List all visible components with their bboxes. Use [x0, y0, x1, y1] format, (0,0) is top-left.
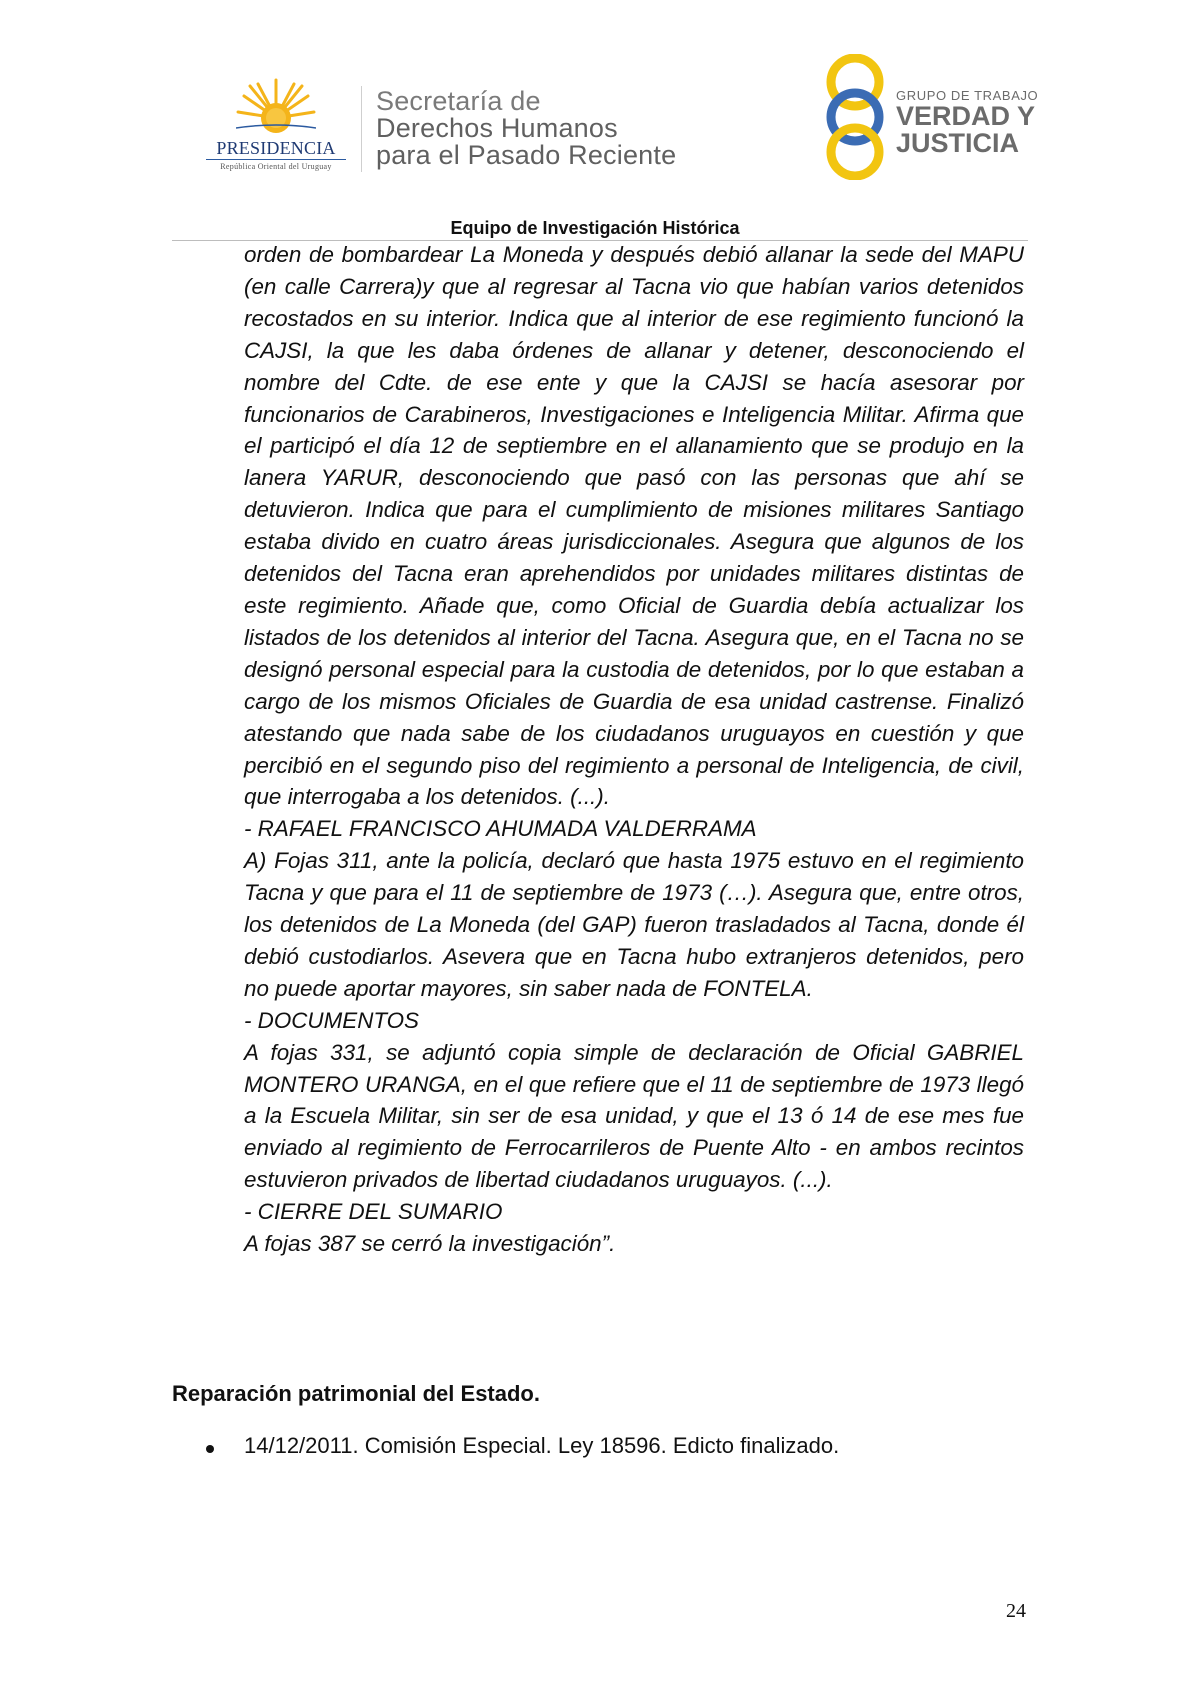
gvj-line-2: VERDAD Y: [896, 101, 1036, 131]
linked-rings-icon: [820, 54, 890, 180]
secretaria-line-2: Derechos Humanos: [376, 113, 618, 143]
presidencia-subtitle: República Oriental del Uruguay: [220, 162, 332, 171]
secretaria-title: [376, 88, 716, 169]
secretaria-line-3: para el Pasado Reciente: [376, 140, 677, 170]
gvj-line-3: JUSTICIA: [896, 128, 1020, 158]
team-heading: Equipo de Investigación Histórica: [450, 218, 740, 238]
paragraph-cierre: A fojas 387 se cerró la investigación”.: [244, 1231, 616, 1257]
gvj-line-1: GRUPO DE TRABAJO: [896, 88, 1039, 103]
paragraph-testimony: orden de bombardear La Moneda y después debió allanar la sede del MAPU (en calle Carrera)y que al regresar al Tacna vio que habían varios detenidos recostados en su interior. Indica que al interior de ese regimiento funcionó la CAJSI, la que les daba órdenes de allanar y detener, desconociendo el nombre del Cdte. de ese ente y que la CAJSI se hacía asesorar por funcionarios de Carabineros, Investigaciones e Inteligencia Militar. Afirma que el participó el día 12 de septiembre en el allanamiento que se produjo en la lanera YARUR, desconociendo que pasó con las personas que ahí se detuvieron. Indica que para el cumplimiento de misiones militares Santiago estaba divido en cuatro áreas jurisdiccionales. Asegura que algunos de los detenidos del Tacna eran aprehendidos por unidades militares distintas de este regimiento. Añade que, como Oficial de Guardia debía actualizar los listados de los detenidos al interior del Tacna. Asegura que, en el Tacna no se designó personal especial para la custodia de detenidos, por lo que estaban a cargo de los mismos Oficiales de Guardia de esa unidad castrense. Finalizó atestando que nada sabe de los ciudadanos uruguayos en cuestión y que percibió en el segundo piso del regimiento a personal de Inteligencia, de civil, que interrogaba a los detenidos. (...).: [244, 242, 1024, 810]
list-item-text: 14/12/2011. Comisión Especial. Ley 18596. Edicto finalizado.: [244, 1433, 840, 1458]
page-header: [0, 0, 1190, 238]
paragraph-heading-cierre: - CIERRE DEL SUMARIO: [244, 1199, 503, 1225]
document-body: [244, 239, 1024, 1260]
presidencia-logo: [196, 78, 356, 178]
page-number: 24: [1006, 1600, 1026, 1622]
paragraph-heading-documentos: - DOCUMENTOS: [244, 1007, 419, 1033]
presidencia-divider: [206, 159, 346, 160]
secretaria-line-1: Secretaría de: [376, 86, 541, 116]
presidencia-name: PRESIDENCIA: [216, 138, 336, 158]
verdad-justicia-logo: [820, 54, 1040, 184]
paragraph-heading-ahumada: - RAFAEL FRANCISCO AHUMADA VALDERRAMA: [244, 816, 757, 842]
sun-emblem-icon: [236, 78, 316, 140]
section-title: Reparación patrimonial del Estado.: [172, 1381, 540, 1406]
bullet-icon: [206, 1445, 214, 1453]
paragraph-ahumada: A) Fojas 311, ante la policía, declaró que hasta 1975 estuvo en el regimiento Tacna y que para el 11 de septiembre de 1973 (…). Asegura que, entre otros, los detenidos de La Moneda (del GAP) fueron trasladados al Tacna, donde él debió custodiarlos. Asevera que en Tacna hubo extranjeros detenidos, pero no puede aportar mayores, sin saber nada de FONTELA.: [244, 848, 1024, 1001]
paragraph-documentos: A fojas 331, se adjuntó copia simple de declaración de Oficial GABRIEL MONTERO URANGA, en el que refiere que el 11 de septiembre de 1973 llegó a la Escuela Militar, sin ser de esa unidad, y que el 13 ó 14 de ese mes fue enviado al regimiento de Ferrocarrileros de Puente Alto - en ambos recintos estuvieron privados de libertad ciudadanos uruguayos. (...).: [244, 1039, 1024, 1193]
header-separator: [361, 86, 362, 172]
